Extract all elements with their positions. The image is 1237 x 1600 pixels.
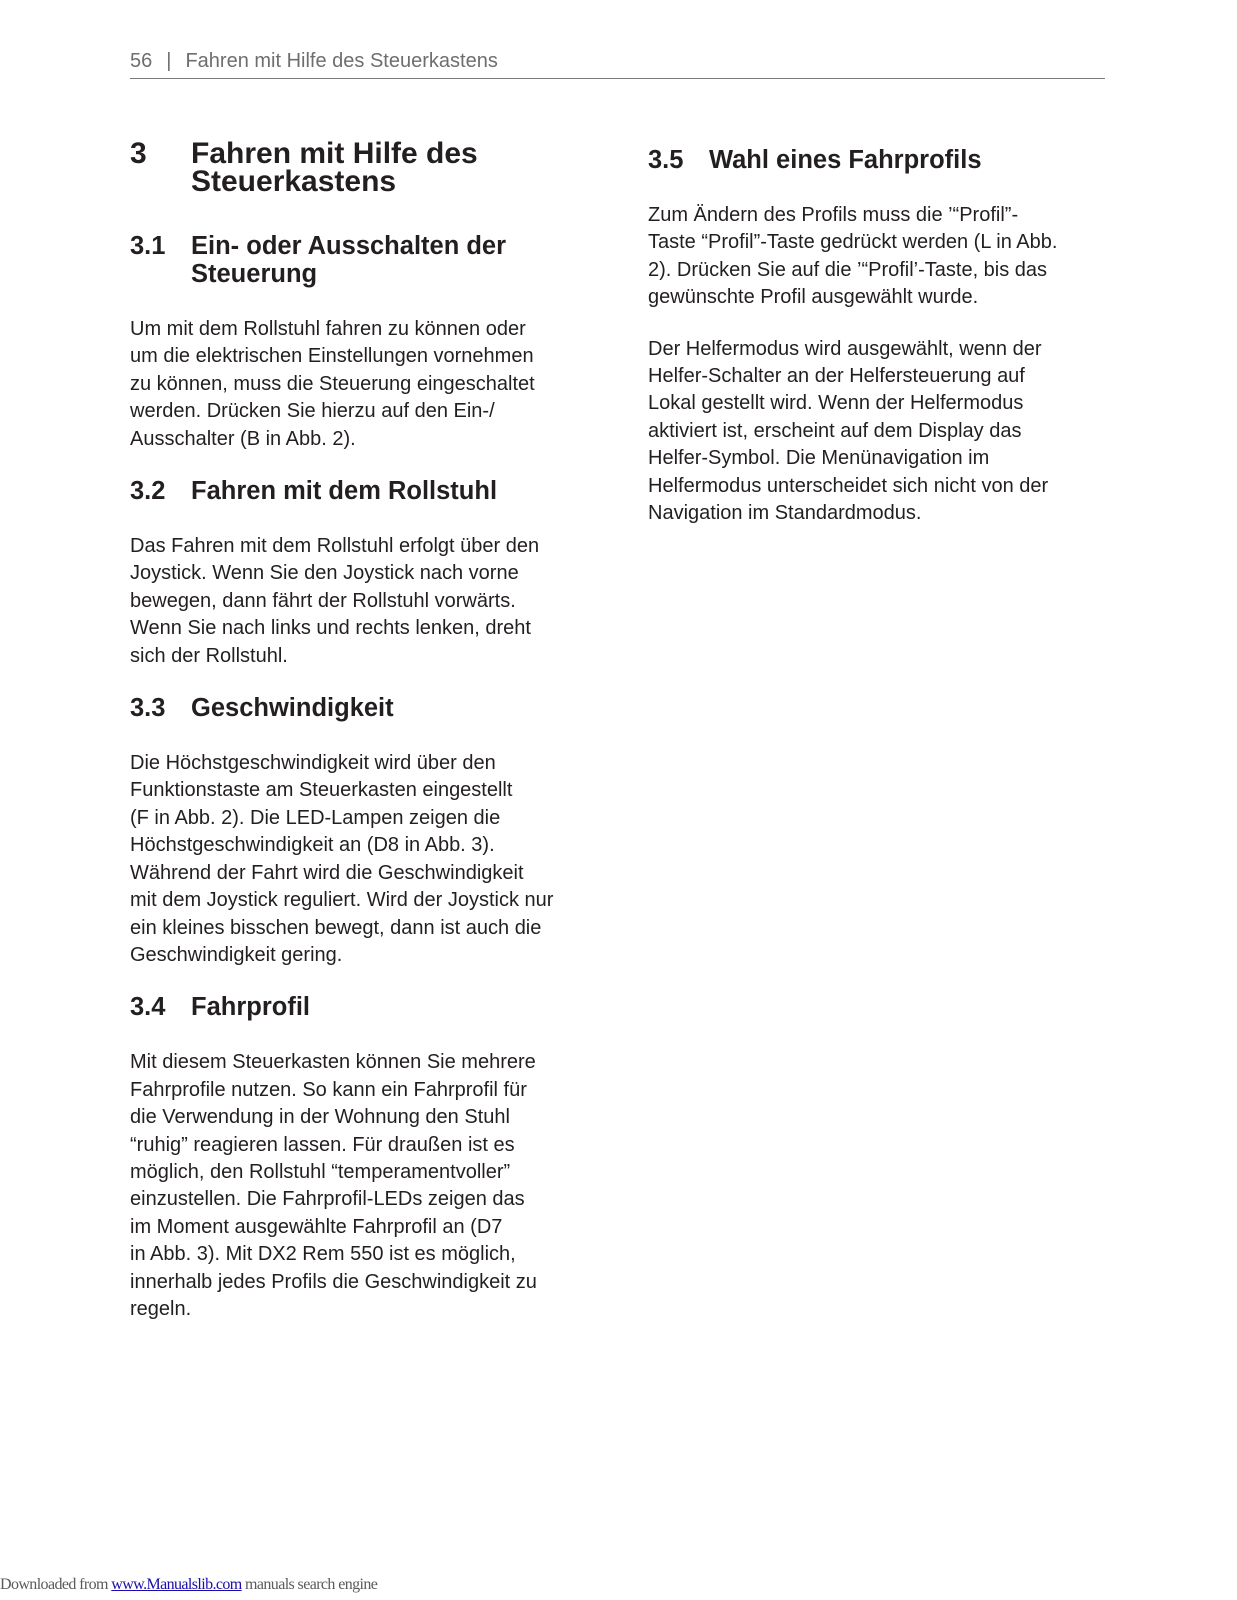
section-number: 3.1	[130, 232, 166, 260]
section-title: Fahrprofil	[191, 993, 310, 1022]
section-title: Ein- oder Ausschalten der Steuerung	[191, 232, 507, 288]
section-number: 3.3	[130, 694, 166, 723]
section-title: Geschwindigkeit	[191, 694, 394, 723]
left-column	[130, 137, 600, 1347]
page-header	[130, 48, 1105, 79]
page-number: 56	[130, 50, 153, 72]
header-title: Fahren mit Hilfe des Steuerkastens	[185, 50, 498, 72]
section-body: Zum Ändern des Profils muss die ’“Profil”- Taste “Profil”-Taste gedrückt werden (L in Abb. 2). Drücken Sie auf die ’“Profil’-Taste, bis das gewünschte Profil ausgewählt wurde.	[648, 204, 1058, 309]
section-number: 3.5	[648, 146, 684, 174]
section-body: Der Helfermodus wird ausgewählt, wenn der Helfer-Schalter an der Helfersteuerung auf Lokal gestellt wird. Wenn der Helfermodus aktiviert ist, erscheint auf dem Display das Helfer-Symbol. Die Menünavigation im Helfermodus unterscheidet sich nicht von der Navigation im Standardmodus.	[648, 337, 1049, 525]
section-heading	[130, 694, 600, 722]
footer-suffix: manuals search engine	[241, 1576, 378, 1593]
right-column	[648, 140, 1108, 551]
section-body: Die Höchstgeschwindigkeit wird über den Funktionstaste am Steuerkasten eingestellt (F in Abb. 2). Die LED-Lampen zeigen die Höchstgeschwindigkeit an (D8 in Abb. 3). Während der Fahrt wird die Geschwindigkeit mit dem Joystick reguliert. Wird der Joystick nur ein kleines bisschen bewegt, dann ist auch die Geschwindigkeit gering.	[130, 752, 554, 966]
section-title: Wahl eines Fahrprofils	[709, 146, 982, 174]
footer-prefix: Downloaded from	[0, 1576, 112, 1593]
section-heading	[130, 477, 600, 505]
section-body: Um mit dem Rollstuhl fahren zu können oder um die elektrischen Einstellungen vornehmen zu können, muss die Steuerung eingeschaltet werden. Drücken Sie hierzu auf den Ein-/ Ausschalter (B in Abb. 2).	[130, 318, 535, 450]
section-number: 3.4	[130, 993, 166, 1022]
section-title: Fahren mit dem Rollstuhl	[191, 477, 498, 506]
section-number: 3.2	[130, 477, 166, 506]
download-footer	[0, 1576, 377, 1594]
section-body: Mit diesem Steuerkasten können Sie mehrere Fahrprofile nutzen. So kann ein Fahrprofil für die Verwendung in der Wohnung den Stuhl “ruhig” reagieren lassen. Für draußen ist es möglich, den Rollstuhl “temperamentvoller” einzustellen. Die Fahrprofil-LEDs zeigen das im Moment ausgewählte Fahrprofil an (D7 in Abb. 3). Mit DX2 Rem 550 ist es möglich, innerhalb jedes Profils die Geschwindigkeit zu regeln.	[130, 1051, 537, 1320]
section-body: Das Fahren mit dem Rollstuhl erfolgt über den Joystick. Wenn Sie den Joystick nach vorne bewegen, dann fährt der Rollstuhl vorwärts. Wenn Sie nach links und rechts lenken, dreht sich der Rollstuhl.	[130, 535, 540, 667]
header-separator: |	[166, 50, 172, 72]
manualslib-link[interactable]: www.Manualslib.com	[111, 1576, 242, 1593]
section-heading	[130, 232, 600, 288]
section-heading	[130, 993, 600, 1021]
chapter-title: Fahren mit Hilfe des Steuerkastens	[191, 137, 478, 198]
section-heading	[648, 146, 1108, 174]
chapter-heading	[130, 137, 600, 198]
chapter-number: 3	[130, 137, 147, 170]
